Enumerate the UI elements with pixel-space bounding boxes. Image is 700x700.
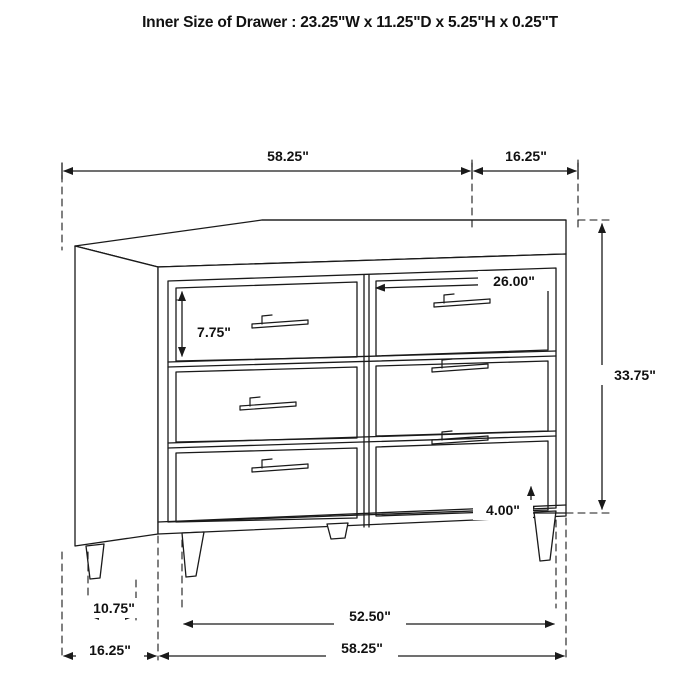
dim-label-foot-offset: 10.75" (93, 600, 135, 616)
leg-front-left (182, 532, 204, 577)
dim-label-top-width: 58.25" (267, 148, 309, 164)
dresser-front-face (158, 254, 566, 534)
dim-label-bottom-width: 58.25" (341, 640, 383, 656)
dim-label-overall-height: 33.75" (614, 367, 656, 383)
leg-back-left (86, 544, 104, 579)
dim-label-leg-height: 4.00" (486, 502, 520, 518)
dim-label-drawer-width: 26.00" (493, 273, 535, 289)
dim-label-top-depth: 16.25" (505, 148, 547, 164)
page-title: Inner Size of Drawer : 23.25"W x 11.25"D x 5.25"H x 0.25"T (142, 14, 558, 31)
dim-label-bottom-depth: 16.25" (89, 642, 131, 658)
dresser-left-side (75, 246, 158, 546)
leg-front-right (534, 511, 556, 561)
dim-label-drawer-height: 7.75" (197, 324, 231, 340)
leg-center (327, 523, 348, 539)
dim-label-case-width: 52.50" (349, 608, 391, 624)
